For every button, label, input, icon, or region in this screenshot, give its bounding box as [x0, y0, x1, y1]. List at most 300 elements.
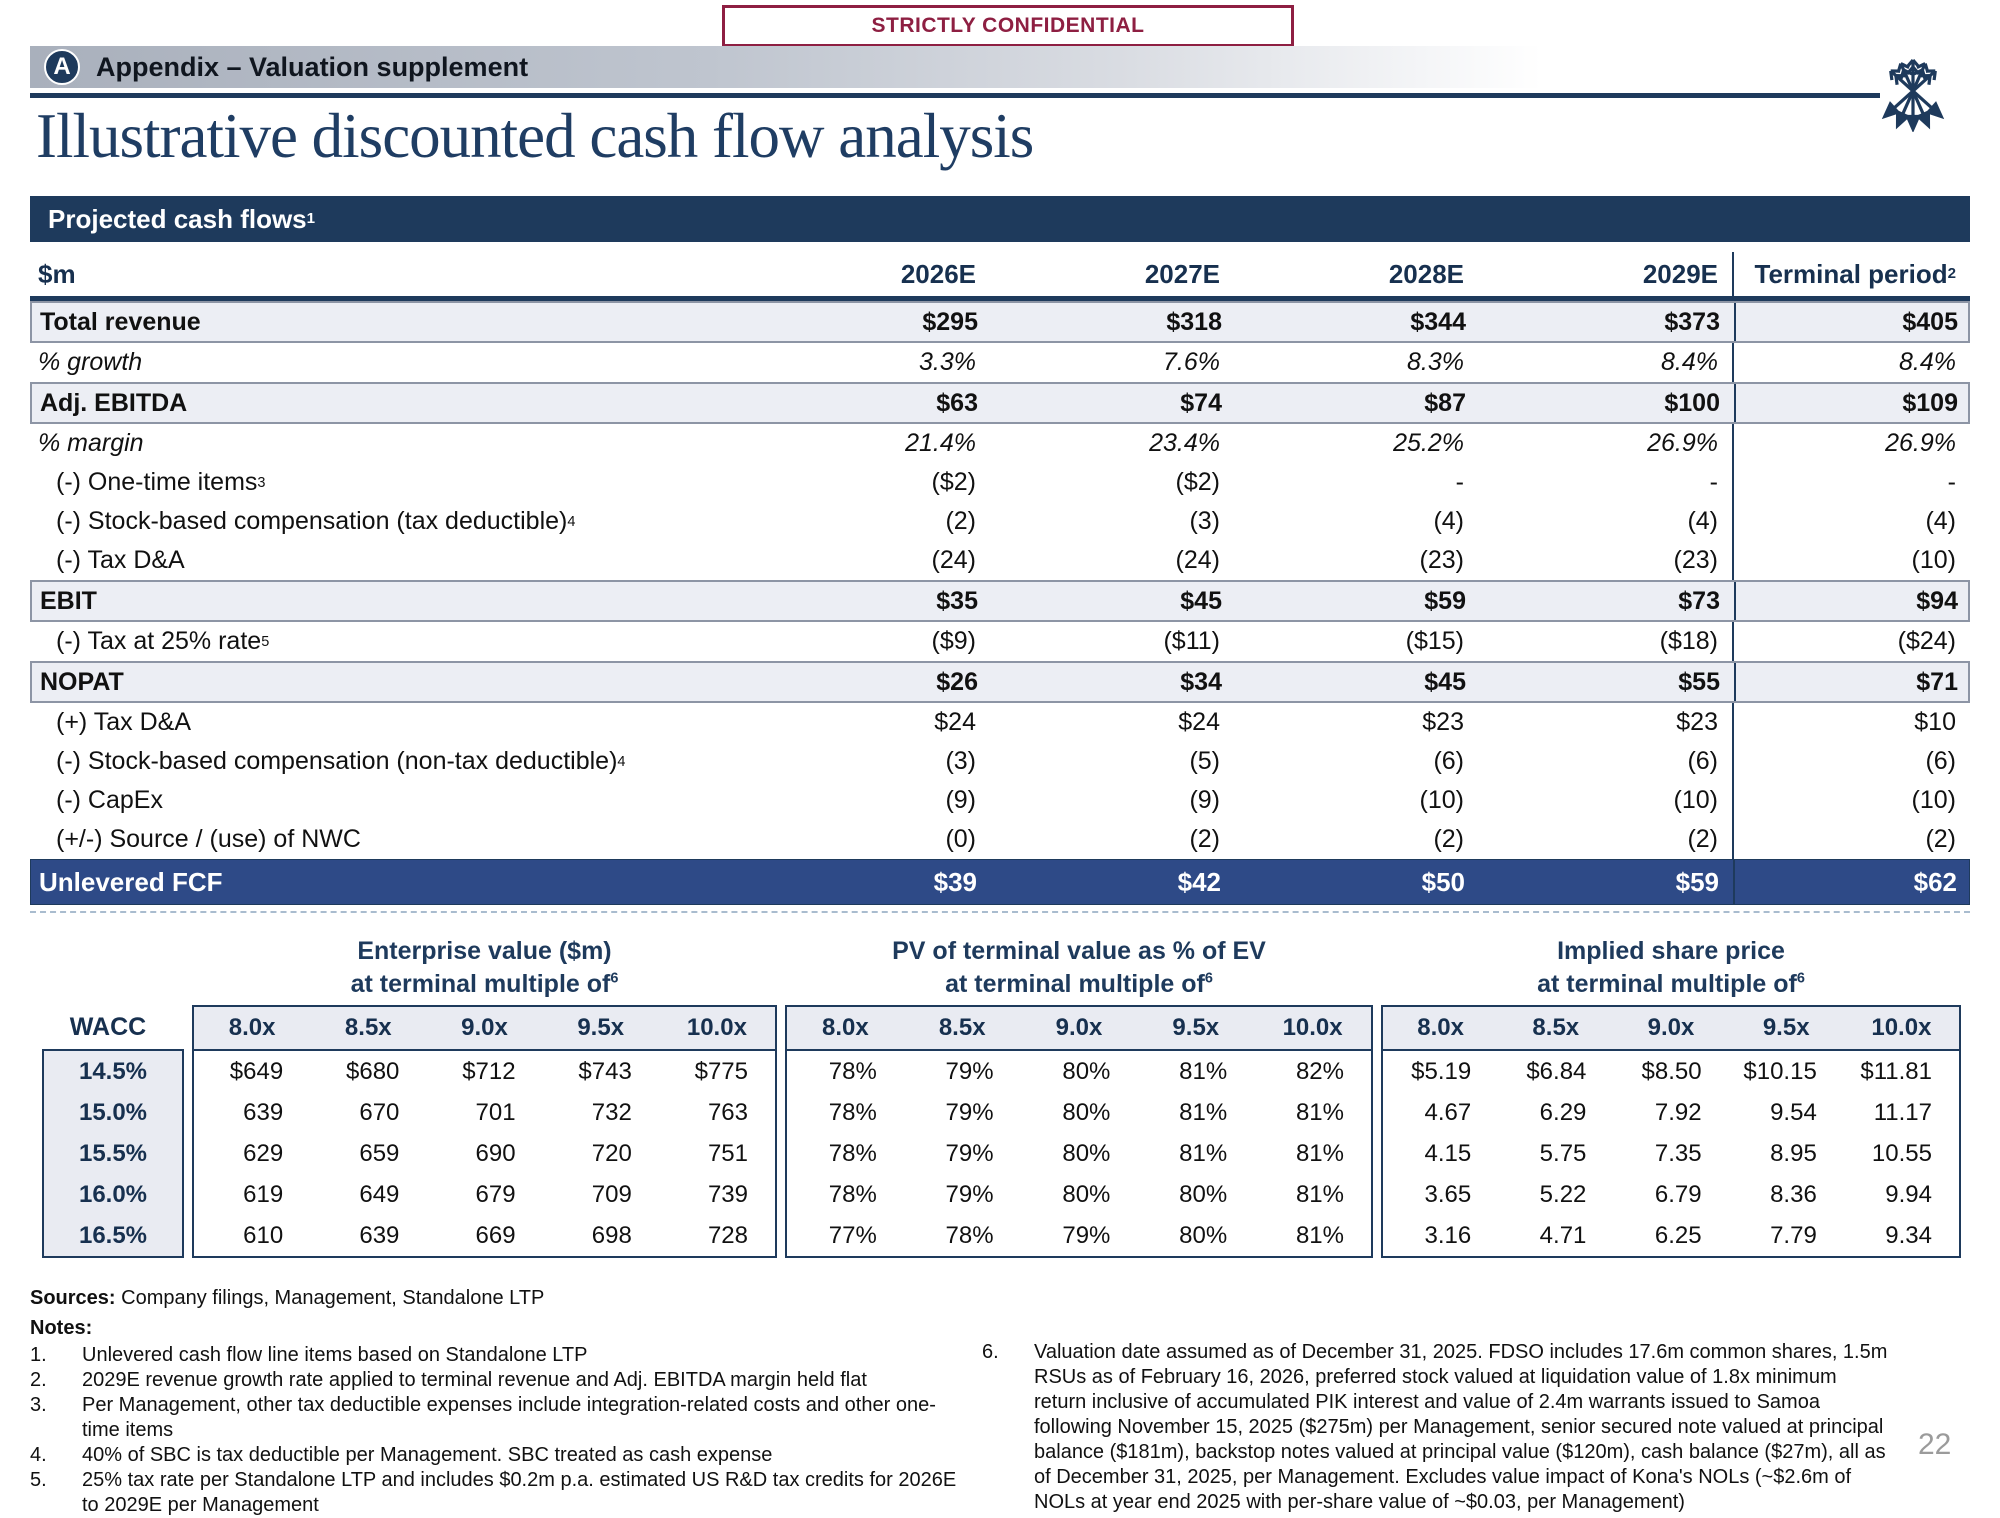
sens-value-cell: 81%: [1295, 1181, 1344, 1208]
page-number: 22: [1918, 1428, 1952, 1461]
footnote-text: Valuation date assumed as of December 31, 2025. FDSO includes 17.6m common shares, 1.5m RSUs as of February 16, 2026, preferred stock valued at liquidation value of 1.8x minimum return inclusive of accumulated PIK interest and value of 2.4m warrants issued to Samoa following November 15, 2025 ($275m) per Management, senior secured note valued at principal balance ($181m), backstop notes valued at principal value ($120m), cash balance ($27m), all as of December 31, 2025, per Management. Excludes value impact of Kona's NOLs (~$2.6m of NOLs at year end 2025 with per-share value of ~$0.03, per Management): [1034, 1341, 1888, 1513]
value-cell: (24): [931, 546, 976, 574]
sens-value-cell: 751: [707, 1140, 748, 1167]
table-row-ebit: [30, 580, 1970, 622]
value-cell: -: [1732, 463, 1970, 502]
sens-value-cell: 610: [243, 1222, 284, 1249]
appendix-badge: A: [44, 49, 80, 85]
value-cell: 26.9%: [1647, 429, 1718, 457]
sens-value-cell: 728: [707, 1222, 748, 1249]
multiple-header: 9.0x: [1647, 1014, 1695, 1041]
sens-value-cell: $6.84: [1526, 1058, 1587, 1085]
sens-value-cell: 77%: [828, 1222, 877, 1249]
table-row-stock-based-compensation-tax-deductible: [30, 502, 1970, 541]
sens-title-line1: Enterprise value ($m): [357, 937, 612, 965]
sens-data-row: [787, 1174, 1371, 1215]
multiple-header: 9.5x: [1172, 1014, 1220, 1041]
sens-value-cell: 5.22: [1539, 1181, 1587, 1208]
terminal-period-column: Terminal period 2: [1732, 252, 1970, 296]
row-label-text: (-) Stock-based compensation (tax deductible): [56, 507, 568, 535]
row-label: [32, 582, 746, 620]
multiple-header: 8.5x: [1532, 1014, 1580, 1041]
wacc-row: 16.0%: [78, 1181, 148, 1208]
value-cell: $35: [936, 586, 978, 615]
footnote-number: 6.: [982, 1341, 999, 1363]
sens-value-cell: 81%: [1295, 1222, 1344, 1249]
value-cell: (4): [1732, 502, 1970, 541]
row-label: [30, 343, 744, 382]
sens-value-cell: $8.50: [1641, 1058, 1702, 1085]
table-row-tax-d-a: [30, 541, 1970, 580]
sens-value-cell: 4.71: [1539, 1222, 1587, 1249]
sens-title-line2: [1381, 968, 1961, 1001]
year-column-2028E: 2028E: [1388, 258, 1464, 289]
table-row-tax-d-a: [30, 703, 1970, 742]
footnote-text: Unlevered cash flow line items based on Standalone LTP: [82, 1344, 588, 1366]
value-cell: (10): [1732, 541, 1970, 580]
sens-data-row: [1383, 1092, 1959, 1133]
multiple-header: 9.0x: [461, 1014, 508, 1041]
sens-value-cell: 701: [475, 1099, 516, 1126]
value-cell: -: [1709, 468, 1718, 496]
sens-value-cell: 7.35: [1654, 1140, 1702, 1167]
value-cell: $87: [1424, 388, 1466, 417]
multiple-header: 9.5x: [1762, 1014, 1810, 1041]
value-cell: $39: [933, 866, 977, 897]
footnote-text: 25% tax rate per Standalone LTP and includes $0.2m p.a. estimated US R&D tax credits for 2026E to 2029E per Management: [82, 1469, 957, 1516]
value-cell: (3): [1189, 507, 1220, 535]
row-label-text: Total revenue: [40, 307, 201, 336]
sens-title-line1: Implied share price: [1557, 937, 1785, 965]
sens-value-cell: 80%: [1179, 1181, 1228, 1208]
row-label-text: Adj. EBITDA: [40, 388, 188, 417]
wacc-row: 15.5%: [78, 1140, 148, 1167]
value-cell: $34: [1180, 667, 1222, 696]
arrows-logo: [1872, 50, 1954, 132]
wacc-row: 14.5%: [78, 1058, 148, 1085]
value-cell: (10): [1673, 786, 1718, 814]
sens-table-box: [1381, 1005, 1961, 1258]
confidential-banner: [722, 5, 1294, 47]
footnote: [30, 1343, 968, 1368]
value-cell: (6): [1433, 747, 1464, 775]
value-cell: (6): [1687, 747, 1718, 775]
value-cell: (2): [945, 507, 976, 535]
sens-value-cell: 3.16: [1424, 1222, 1472, 1249]
sens-value-cell: 81%: [1295, 1099, 1344, 1126]
projected-cash-flows-table: [30, 252, 1970, 913]
value-cell: (9): [1189, 786, 1220, 814]
sens-value-cell: 79%: [1062, 1222, 1111, 1249]
row-label: [30, 424, 744, 463]
sens-value-cell: 78%: [828, 1181, 877, 1208]
sens-value-cell: 79%: [945, 1140, 994, 1167]
row-label-text: % growth: [38, 348, 143, 376]
sens-value-cell: 4.67: [1424, 1099, 1472, 1126]
value-cell: $45: [1180, 586, 1222, 615]
value-cell: 26.9%: [1732, 424, 1970, 463]
value-cell: (24): [1175, 546, 1220, 574]
sensitivity-section: [30, 935, 1970, 1258]
sens-value-cell: 82%: [1295, 1058, 1344, 1085]
table-row-source-use-of-nwc: [30, 820, 1970, 859]
table-row-adj-ebitda: [30, 382, 1970, 424]
table-row-unlevered-fcf: [30, 859, 1970, 905]
sources-text: Company filings, Management, Standalone LTP: [121, 1287, 545, 1309]
sens-value-cell: 8.95: [1770, 1140, 1817, 1167]
row-label-text: EBIT: [40, 586, 97, 615]
value-cell: ($15): [1405, 627, 1464, 655]
sens-value-cell: 78%: [828, 1099, 877, 1126]
sens-value-cell: 639: [359, 1222, 400, 1249]
row-label-text: (-) Tax D&A: [56, 546, 185, 574]
sens-value-cell: 79%: [945, 1181, 994, 1208]
table-row-total-revenue: [30, 301, 1970, 343]
row-label-text: % margin: [38, 429, 144, 457]
sens-table-title: [785, 935, 1373, 1005]
sens-value-cell: 9.54: [1770, 1099, 1817, 1126]
sens-value-cell: $11.81: [1860, 1058, 1932, 1085]
appendix-bar: [30, 46, 1542, 88]
value-cell: $26: [936, 667, 978, 696]
table-row-growth: [30, 343, 1970, 382]
value-cell: $405: [1734, 303, 1972, 341]
sens-value-cell: 709: [591, 1181, 632, 1208]
sens-value-cell: 78%: [828, 1140, 877, 1167]
wacc-values-box: [42, 1049, 184, 1258]
sens-value-cell: 649: [359, 1181, 400, 1208]
value-cell: $42: [1177, 866, 1221, 897]
wacc-column: [30, 935, 186, 1258]
value-cell: $63: [936, 388, 978, 417]
multiple-header: 8.5x: [344, 1014, 392, 1041]
sens-value-cell: 619: [243, 1181, 284, 1208]
value-cell: $73: [1678, 586, 1720, 615]
sens-value-cell: 659: [359, 1140, 400, 1167]
table-row-margin: [30, 424, 1970, 463]
value-cell: ($2): [1175, 468, 1220, 496]
main-table-header-row: [30, 252, 1970, 301]
value-cell: 21.4%: [905, 429, 976, 457]
sens-header-row: [787, 1007, 1371, 1051]
sens-value-cell: 6.79: [1654, 1181, 1702, 1208]
superscript: 6: [1204, 970, 1213, 987]
multiple-header: 10.0x: [1282, 1014, 1343, 1041]
footnote-text: 2029E revenue growth rate applied to terminal revenue and Adj. EBITDA margin held flat: [82, 1369, 867, 1391]
value-cell: $373: [1664, 307, 1720, 336]
value-cell: (2): [1732, 820, 1970, 859]
footnote-number: 2.: [30, 1369, 47, 1391]
table-row-tax-at-25-rate: [30, 622, 1970, 661]
row-label: (-) Stock-based compensation (tax deductible) 4: [56, 507, 576, 535]
sens-subtitle-text: at terminal multiple of: [1537, 970, 1797, 998]
row-label: [32, 663, 746, 701]
sens-value-cell: 11.17: [1873, 1099, 1932, 1126]
appendix-label: Appendix – Valuation supplement: [96, 51, 529, 82]
sens-data-row: [1383, 1174, 1959, 1215]
sens-value-cell: 79%: [945, 1058, 994, 1085]
footnote-number: 4.: [30, 1444, 47, 1466]
value-cell: 3.3%: [919, 348, 976, 376]
header-rule: [30, 93, 1880, 98]
sens-value-cell: 763: [707, 1099, 748, 1126]
multiple-header: 8.5x: [938, 1014, 986, 1041]
value-cell: $318: [1166, 307, 1222, 336]
footnote-text: 40% of SBC is tax deductible per Management. SBC treated as cash expense: [82, 1444, 773, 1466]
sens-value-cell: 80%: [1062, 1181, 1111, 1208]
value-cell: ($11): [1163, 627, 1220, 655]
page-title: Illustrative discounted cash flow analysis: [36, 101, 1034, 171]
notes-list-right: [982, 1286, 1970, 1518]
value-cell: (23): [1419, 546, 1464, 574]
wacc-row: 15.0%: [78, 1099, 148, 1126]
sensitivity-table-implied-share-price: [1381, 935, 1961, 1258]
value-cell: $62: [1733, 860, 1971, 904]
sens-header-row: [194, 1007, 775, 1051]
sens-value-cell: 6.25: [1654, 1222, 1702, 1249]
notes-label: Notes:: [30, 1317, 93, 1339]
value-cell: $59: [1675, 866, 1719, 897]
value-cell: (2): [1189, 825, 1220, 853]
value-cell: $100: [1664, 388, 1720, 417]
sens-value-cell: 3.65: [1424, 1181, 1472, 1208]
value-cell: $74: [1180, 388, 1222, 417]
sens-value-cell: 669: [475, 1222, 516, 1249]
sens-data-row: [194, 1092, 775, 1133]
wacc-row: 16.5%: [78, 1222, 148, 1249]
sens-value-cell: 80%: [1062, 1058, 1111, 1085]
footnote-number: 3.: [30, 1394, 47, 1416]
value-cell: (10): [1732, 781, 1970, 820]
sens-value-cell: $5.19: [1411, 1058, 1472, 1085]
sens-value-cell: 80%: [1062, 1099, 1111, 1126]
value-cell: (4): [1433, 507, 1464, 535]
sens-value-cell: 690: [475, 1140, 516, 1167]
row-label: [32, 384, 746, 422]
value-cell: $71: [1734, 663, 1972, 701]
sens-value-cell: 7.92: [1654, 1099, 1702, 1126]
row-label: [30, 781, 744, 820]
footnote-number: 1.: [30, 1344, 47, 1366]
row-label: [32, 303, 746, 341]
section-title: Projected cash flows: [48, 203, 307, 234]
multiple-header: 9.0x: [1055, 1014, 1103, 1041]
sensitivity-table-enterprise-value-m: [192, 935, 777, 1258]
value-cell: $24: [934, 708, 976, 736]
multiple-header: 8.0x: [822, 1014, 869, 1041]
row-label-text: (-) Stock-based compensation (non-tax deductible): [56, 747, 618, 775]
sens-value-cell: 81%: [1179, 1140, 1228, 1167]
sens-data-row: [194, 1174, 775, 1215]
sens-value-cell: 79%: [945, 1099, 994, 1126]
footnote: [30, 1443, 968, 1468]
sens-subtitle-text: at terminal multiple of: [945, 970, 1205, 998]
sens-title-line1: PV of terminal value as % of EV: [892, 937, 1266, 965]
sens-value-cell: 679: [475, 1181, 516, 1208]
wacc-label: WACC: [69, 1013, 147, 1041]
notes-list-left: [30, 1343, 968, 1518]
value-cell: $55: [1678, 667, 1720, 696]
value-cell: 23.4%: [1149, 429, 1220, 457]
value-cell: $94: [1734, 582, 1972, 620]
sens-data-row: [787, 1092, 1371, 1133]
sens-data-row: [787, 1133, 1371, 1174]
row-label: (-) Tax at 25% rate 5: [56, 627, 270, 655]
footnote: [982, 1340, 1970, 1515]
sens-title-line2: [192, 968, 777, 1001]
row-label-text: NOPAT: [40, 667, 124, 696]
value-cell: (0): [945, 825, 976, 853]
value-cell: $109: [1734, 384, 1972, 422]
row-label-text: (-) CapEx: [56, 786, 163, 814]
sens-value-cell: $649: [229, 1058, 284, 1085]
sens-data-row: [194, 1051, 775, 1092]
sens-table-title: [1381, 935, 1961, 1005]
row-label-text: (+/-) Source / (use) of NWC: [56, 825, 361, 853]
row-label: (-) Stock-based compensation (non-tax deductible) 4: [56, 747, 626, 775]
sens-value-cell: 5.75: [1539, 1140, 1587, 1167]
value-cell: 7.6%: [1163, 348, 1220, 376]
sens-value-cell: 720: [591, 1140, 632, 1167]
sens-value-cell: 80%: [1062, 1140, 1111, 1167]
sens-value-cell: 81%: [1295, 1140, 1344, 1167]
value-cell: 8.4%: [1661, 348, 1718, 376]
sources-line: [30, 1286, 968, 1311]
superscript: 6: [1796, 970, 1805, 987]
value-cell: $295: [922, 307, 978, 336]
superscript: 6: [610, 970, 619, 987]
sens-header-row: [1383, 1007, 1959, 1051]
wacc-spacer: [30, 935, 186, 1005]
multiple-header: 8.0x: [1417, 1014, 1464, 1041]
dashed-separator: [30, 911, 1970, 913]
sens-value-cell: 8.36: [1770, 1181, 1817, 1208]
sens-value-cell: 10.55: [1871, 1140, 1932, 1167]
value-cell: ($18): [1659, 627, 1718, 655]
value-cell: $59: [1424, 586, 1466, 615]
footnote-number: 5.: [30, 1469, 47, 1491]
multiple-header: 10.0x: [1871, 1014, 1932, 1041]
sens-data-row: [1383, 1051, 1959, 1092]
unit-label: $m: [38, 258, 76, 289]
row-label-text: Unlevered FCF: [39, 866, 223, 897]
sens-value-cell: 4.15: [1424, 1140, 1472, 1167]
value-cell: (10): [1419, 786, 1464, 814]
value-cell: -: [1455, 468, 1464, 496]
sources-label: Sources:: [30, 1287, 116, 1309]
footnote-text: Per Management, other tax deductible expenses include integration-related costs and other one-time items: [82, 1394, 936, 1441]
value-cell: (6): [1732, 742, 1970, 781]
footnote: [30, 1468, 968, 1518]
value-cell: ($24): [1732, 622, 1970, 661]
multiple-header: 10.0x: [686, 1014, 747, 1041]
multiple-header: 8.0x: [228, 1014, 276, 1041]
sens-value-cell: 9.94: [1885, 1181, 1932, 1208]
sensitivity-table-pv-of-terminal-value-as-of-ev: [785, 935, 1373, 1258]
sens-value-cell: $680: [346, 1058, 400, 1085]
table-row-stock-based-compensation-non-tax-deducti: [30, 742, 1970, 781]
sens-value-cell: $775: [694, 1058, 748, 1085]
sens-data-row: [1383, 1133, 1959, 1174]
year-column-2029E: 2029E: [1642, 258, 1718, 289]
row-label: [30, 703, 744, 742]
table-row-one-time-items: [30, 463, 1970, 502]
table-row-capex: [30, 781, 1970, 820]
table-row-nopat: [30, 661, 1970, 703]
sens-value-cell: 9.34: [1885, 1222, 1932, 1249]
value-cell: $10: [1732, 703, 1970, 742]
value-cell: (4): [1687, 507, 1718, 535]
footer-left: [30, 1286, 968, 1518]
sens-data-row: [194, 1215, 775, 1256]
sens-title-line2: [785, 968, 1373, 1001]
row-label: [31, 860, 745, 904]
value-cell: $23: [1422, 708, 1464, 736]
row-label-text: (-) Tax at 25% rate: [56, 627, 262, 655]
sens-subtitle-text: at terminal multiple of: [350, 970, 611, 998]
terminal-period-label: Terminal period: [1754, 258, 1948, 289]
sens-value-cell: 7.79: [1770, 1222, 1817, 1249]
value-cell: (2): [1687, 825, 1718, 853]
value-cell: $344: [1410, 307, 1466, 336]
value-cell: (5): [1189, 747, 1220, 775]
sens-value-cell: 6.29: [1539, 1099, 1587, 1126]
row-label: [30, 541, 744, 580]
value-cell: (2): [1433, 825, 1464, 853]
value-cell: 8.3%: [1407, 348, 1464, 376]
row-label-text: (-) One-time items: [56, 468, 258, 496]
sens-value-cell: 732: [591, 1099, 632, 1126]
footer: [30, 1286, 1970, 1518]
sens-value-cell: 739: [707, 1181, 748, 1208]
confidential-text: STRICTLY CONFIDENTIAL: [871, 14, 1145, 37]
section-header: Projected cash flows 1: [30, 196, 1970, 242]
value-cell: $23: [1676, 708, 1718, 736]
footnote: [30, 1393, 968, 1443]
sens-value-cell: 78%: [828, 1058, 877, 1085]
value-cell: 25.2%: [1393, 429, 1464, 457]
sens-value-cell: 81%: [1179, 1058, 1228, 1085]
value-cell: $50: [1421, 866, 1465, 897]
row-label: [30, 820, 744, 859]
sens-data-row: [787, 1215, 1371, 1256]
year-column-2026E: 2026E: [900, 258, 976, 289]
footnote: [30, 1368, 968, 1393]
value-cell: 8.4%: [1732, 343, 1970, 382]
sens-value-cell: 81%: [1179, 1099, 1228, 1126]
year-column-2027E: 2027E: [1144, 258, 1220, 289]
value-cell: (9): [945, 786, 976, 814]
value-cell: ($9): [931, 627, 976, 655]
sens-value-cell: $10.15: [1743, 1058, 1817, 1085]
sens-table-title: [192, 935, 777, 1005]
multiple-header: 9.5x: [577, 1014, 625, 1041]
value-cell: $24: [1178, 708, 1220, 736]
sens-value-cell: 80%: [1179, 1222, 1228, 1249]
row-label-text: (+) Tax D&A: [56, 708, 191, 736]
sens-value-cell: 78%: [945, 1222, 994, 1249]
sens-value-cell: 670: [359, 1099, 400, 1126]
value-cell: ($2): [931, 468, 976, 496]
sens-table-box: [785, 1005, 1373, 1258]
sens-value-cell: 639: [243, 1099, 284, 1126]
row-label: (-) One-time items 3: [56, 468, 266, 496]
sens-table-box: [192, 1005, 777, 1258]
sens-data-row: [1383, 1215, 1959, 1256]
sens-data-row: [194, 1133, 775, 1174]
value-cell: (23): [1673, 546, 1718, 574]
value-cell: $45: [1424, 667, 1466, 696]
